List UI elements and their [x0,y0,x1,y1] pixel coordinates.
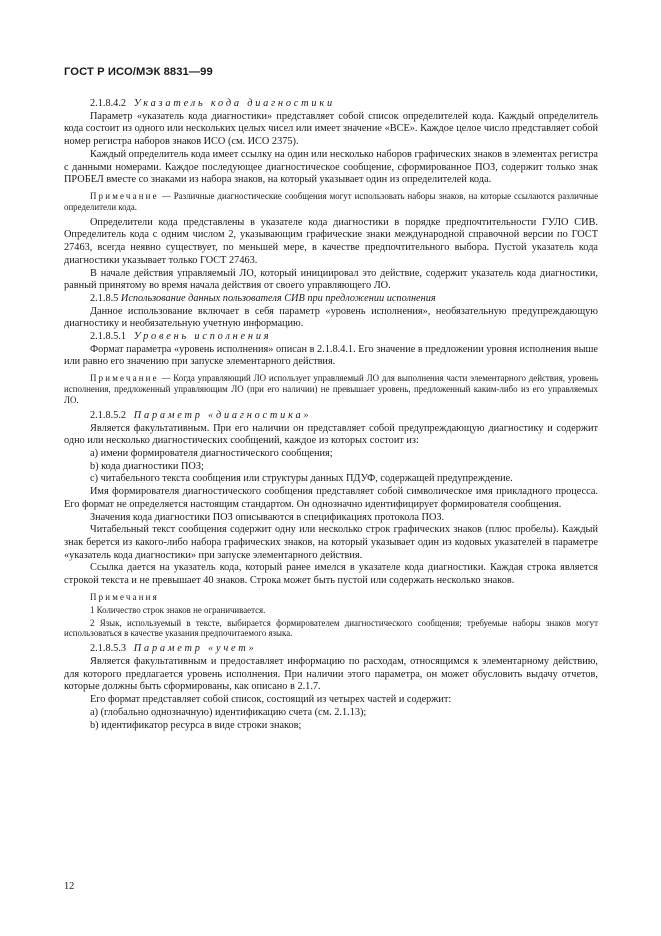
paragraph: Имя формирователя диагностического сообщения представляет собой символическое имя прикладного процесса. Его формат не определяется настоящим стандартом. Он однозначно идентифицирует формирователя сообщения. [64,486,598,510]
paragraph: В начале действия управляемый ЛО, который инициировал это действие, содержит указатель кода диагностики, равный принятому во время начала действия от своего управляющего ЛО. [64,267,598,292]
paragraph: Ссылка дается на указатель кода, который ранее имелся в указателе кода диагностики. Каждая строка является строкой текста и не превышает 40 знаков. Строка может быть пустой или содержать несколько знаков. [64,562,598,587]
paragraph: Определители кода представлены в указателе кода диагностики в порядке предпочтительности ГУЛО СИВ. Определитель кода с одним числом 2, указывающим графические знаки международной справочной версии по ГОСТ 27463, всегда неявно существует, по меньшей мере, в качестве предпочтительного выбора. Пустой указатель кода диагностики указывает только ГОСТ 27463. [64,216,598,266]
section-heading-2-1-8-4-2 [64,98,598,111]
paragraph: Формат параметра «уровень исполнения» описан в 2.1.8.4.1. Его значение в предложении уровня исполнения выше или равно его значению при запуске элементарного действия. [64,343,598,368]
notes-label: Примечания [90,591,159,602]
paragraph: Значения кода диагностики ПОЗ описываются в спецификациях протокола ПОЗ. [90,511,445,523]
paragraph: Является факультативным. При его наличии он представляет собой предупреждающую диагностику и содержит одно или несколько диагностических сообщений, каждое из которых состоит из: [64,422,598,447]
section-heading-2-1-8-5-1 [64,331,598,344]
section-title: Указатель кода диагностики [133,98,335,109]
section-heading-2-1-8-5 [64,293,598,306]
note-text: — Когда управляющий ЛО использует управляемый ЛО для выполнения части элементарного действия, уровень исполнения, предложенный управляющим ЛО (при его наличии) не превышает уровень, предложенный каким-либо из его управляемых ЛО. [64,373,599,405]
section-title: Параметр «диагностика» [133,409,312,421]
section-number: 2.1.8.5 [90,292,119,304]
note-text: — Различные диагностические сообщения могут использовать наборы знаков, на которые ссылаются различные определители кода. [64,190,599,212]
section-title: Уровень исполнения [133,331,272,343]
section-heading-2-1-8-5-2 [64,410,598,423]
section-number: 2.1.8.4.2 [90,98,127,109]
paragraph: Читабельный текст сообщения содержит одну или несколько строк графических знаков (плюс пробелы). Каждый знак берется из какого-либо набора графических знаков, на который указывает один из кодовых указателей в параметре «указатель кода диагностики» при запуске элементарного действия. [64,524,598,561]
paragraph: Каждый определитель кода имеет ссылку на один или несколько наборов графических знаков в элементах регистра с данными номерами. Каждое последующее диагностическое сообщение, сформированное ПОЗ, содержит только знак ПРОБЕЛ вместе со знаками из набора знаков, на который указывает один из определителей кода. [64,148,598,186]
section-number: 2.1.8.5.1 [90,331,127,343]
page-number: 12 [64,881,75,892]
note-label: Примечание [90,190,159,201]
paragraph: Данное использование включает в себя параметр «уровень исполнения», необязательную предупреждающую диагностику и необязательную учетную информацию. [64,305,598,330]
paragraph: Является факультативным и предоставляет информацию по расходам, относящимся к элементарному действию, для которого предлагается уровень исполнения. При наличии этого параметра, он может обусловить выдачу отчетов, которые должны быть сформированы, как описано в 2.1.7. [64,656,598,693]
section-title: Использование данных пользователя СИВ при предложении исполнения [120,292,436,304]
section-number: 2.1.8.5.3 [90,643,127,655]
note-item: 1 Количество строк знаков не ограничивается. [90,604,266,615]
note-item: 2 Язык, используемый в тексте, выбирается формирователем диагностического сообщения; требуемые наборы знаков могут использоваться в качестве указания предпочитаемого языка. [64,617,598,639]
section-number: 2.1.8.5.2 [90,409,127,421]
paragraph: Параметр «указатель кода диагностики» представляет собой список определителей кода. Каждый определитель кода состоит из одного или нескольких целых чисел или имеет значение «ВСЕ». Каждое целое число представляет собой номер регистра наборов знаков ИСО (см. ИСО 2375). [64,110,598,148]
paragraph: Его формат представляет собой список, состоящий из четырех частей и содержит: [90,694,452,706]
note [64,191,598,213]
note [64,373,598,406]
list-item: а) имени формирователя диагностического сообщения; [90,448,333,459]
list-item: с) читабельного текста сообщения или структуры данных ПДУФ, содержащей предупреждение. [90,473,513,485]
list-item: а) (глобально однозначную) идентификацию счета (см. 2.1.13); [90,706,367,718]
body-text [64,98,598,732]
page-header: ГОСТ Р ИСО/МЭК 8831—99 [64,66,213,78]
section-heading-2-1-8-5-3 [64,643,598,656]
note-label: Примечание [90,373,159,384]
list-item: b) идентификатор ресурса в виде строки знаков; [90,719,302,731]
section-title: Параметр «учет» [133,643,257,655]
list-item: b) кода диагностики ПОЗ; [90,460,204,472]
